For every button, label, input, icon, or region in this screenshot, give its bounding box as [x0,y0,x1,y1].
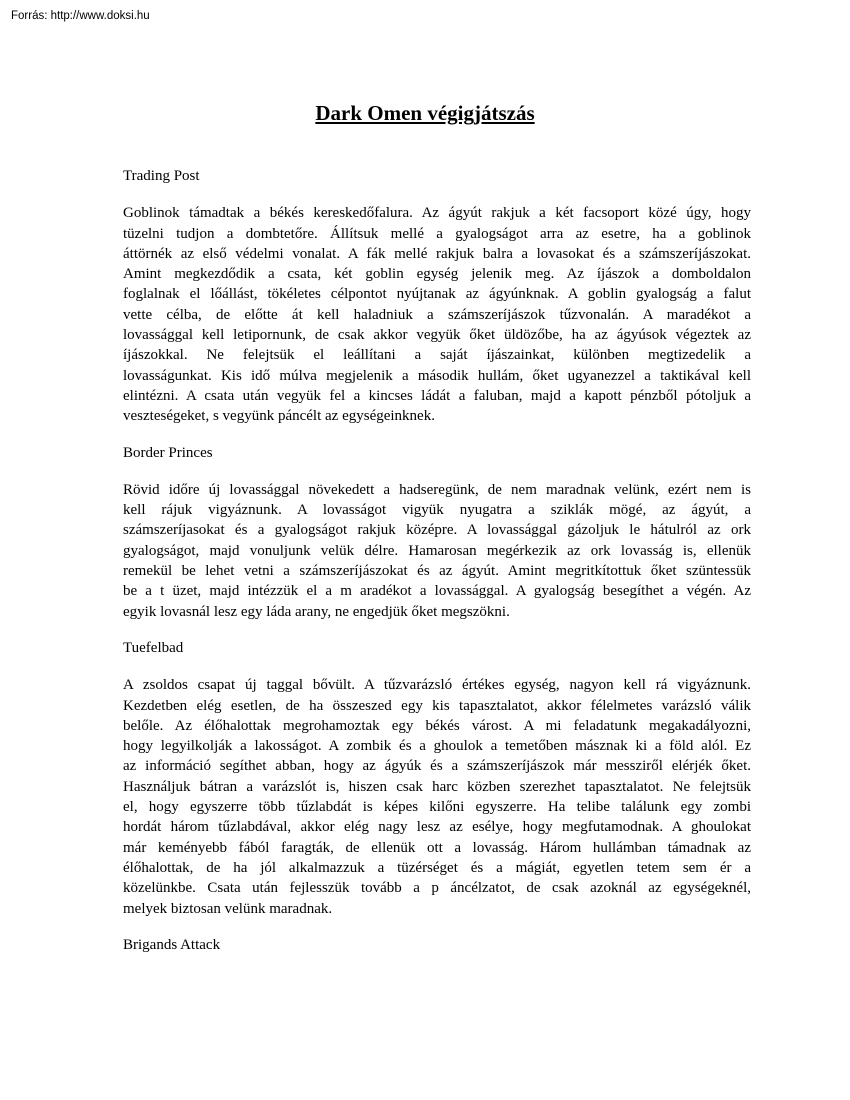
text-line: elintézni. A csata után vegyük fel a kincses ládát a faluban, majd a kapott pénzből pótoljuk a [123,387,751,404]
text-line: belőle. Az élőhalottak megrohamoztak egy békés várost. A mi feladatunk megakadályozni, [123,717,751,734]
text-line: Rövid időre új lovassággal növekedett a hadseregünk, de nem maradnak velünk, ezért nem is [123,481,751,498]
text-line: foglalnak el lőállást, tökéletes célpontot nyújtanak az ágyúnknak. A goblin gyalogság a falut [123,286,751,303]
text-line: A zsoldos csapat új taggal bővült. A tűzvarázsló értékes egység, nagyon kell rá vigyáznunk. [123,677,751,694]
section-brigands-attack [123,935,751,955]
text-line: áttörnék az első védelmi vonalat. A fák mellé rakjuk balra a lovasokat és a számszeríjászokat. [123,245,751,262]
text-line: számszeríjasokat és a gyalogságot rakjuk középre. A lovassággal gázoljuk le hátulról az ork [123,522,751,539]
text-line: vette célba, de előtte át kell haladniuk a számszeríjászok tűzvonalán. A maradékot a [123,306,751,323]
section-heading: Tuefelbad [123,639,184,656]
text-line: élőhalottak, de ha jól alkalmazzuk a tüzérséget és a mágiát, egyetlen tetem sem ér a [123,859,751,876]
text-line: Amint megkezdődik a csata, két goblin egység jelenik meg. Az íjászok a domboldalon [123,266,751,283]
section-tuefelbad [123,638,751,919]
text-line: tüzelni tudjon a dombtetőre. Állítsuk mellé a gyalogságot arra az esetre, ha a goblinok [123,225,751,242]
text-line: be a t üzet, majd intézzük el a m aradékot a lovassággal. A gyalogság besegíthet a végén. Az [123,583,751,600]
text-line: kell rájuk vigyáznunk. A lovasságot vigyük nyugatra a sziklák mögé, az ágyút, a [123,502,751,519]
text-line: lovassággal kell letipornunk, de csak akkor vegyük őket üldözőbe, ha az ágyúsok végeztek az [123,327,751,344]
text-line: közelünkbe. Csata után fejlesszük tovább a p áncélzatot, de csak azoknál az egységeknél, [123,880,751,897]
section-heading: Border Princes [123,444,213,461]
text-line: remekül be lehet vetni a számszeríjászokat és az ágyút. Amint megritkítottuk őket szüntessük [123,563,751,580]
text-line: már keményebb fából faragták, de ellenük ott a lovasság. Három hullámban támadnak az [123,839,751,856]
document-body [123,166,751,972]
text-line: gyalogságot, majd vonuljunk velük délre. Hamarosan megérkezik az ork lovasság is, ellenük [123,542,751,559]
text-line: melyek biztosan velünk maradnak. [123,900,333,917]
text-line: hordát három tűzlabdával, akkor elég nagy lesz az esélye, hogy megfutamodnak. A ghoulokat [123,819,751,836]
section-trading-post [123,166,751,427]
text-line: íjászokkal. Ne felejtsük el leállítani a saját íjászainkat, különben megtizedelik a [123,347,751,364]
text-line: el, hogy egyszerre több tűzlabdát is képes kilőni egyszerre. Ha telibe találunk egy zombi [123,799,751,816]
source-url-text: Forrás: http://www.doksi.hu [11,10,150,22]
section-heading: Trading Post [123,168,200,184]
text-line: Használjuk bátran a varázslót is, hiszen csak harc közben szerezhet tapasztalatot. Ne felejtsük [123,778,751,795]
page-title: Dark Omen végigjátszás [315,101,535,125]
text-line: Goblinok támadtak a békés kereskedőfalura. Az ágyút rakjuk a két facsoport közé úgy, hogy [123,205,751,222]
text-line: hogy legyilkolják a lakosságot. A zombik és a ghoulok a temetőben másznak ki a föld alól. Ez [123,738,751,755]
section-heading: Brigands Attack [123,936,221,953]
text-line: az információ segíthet abban, hogy az ágyúk és a számszeríjászok már messziről elérjék őket. [123,758,751,775]
text-line: veszteségeket, s vegyünk páncélt az egységeinknek. [123,408,435,425]
section-paragraph [123,203,751,426]
section-border-princes [123,443,751,622]
section-paragraph [123,480,751,622]
text-line: lovasságunkat. Kis idő múlva megjelenik a második hullám, őket ugyanezzel a taktikával kell [123,367,751,384]
section-paragraph [123,675,751,919]
text-line: Kezdetben elég esetlen, de ha összeszed egy kis tapasztalatot, akkor félelmetes varázsló válik [123,697,751,714]
text-line: egyik lovasnál lesz egy láda arany, ne engedjük őket megszökni. [123,603,510,620]
